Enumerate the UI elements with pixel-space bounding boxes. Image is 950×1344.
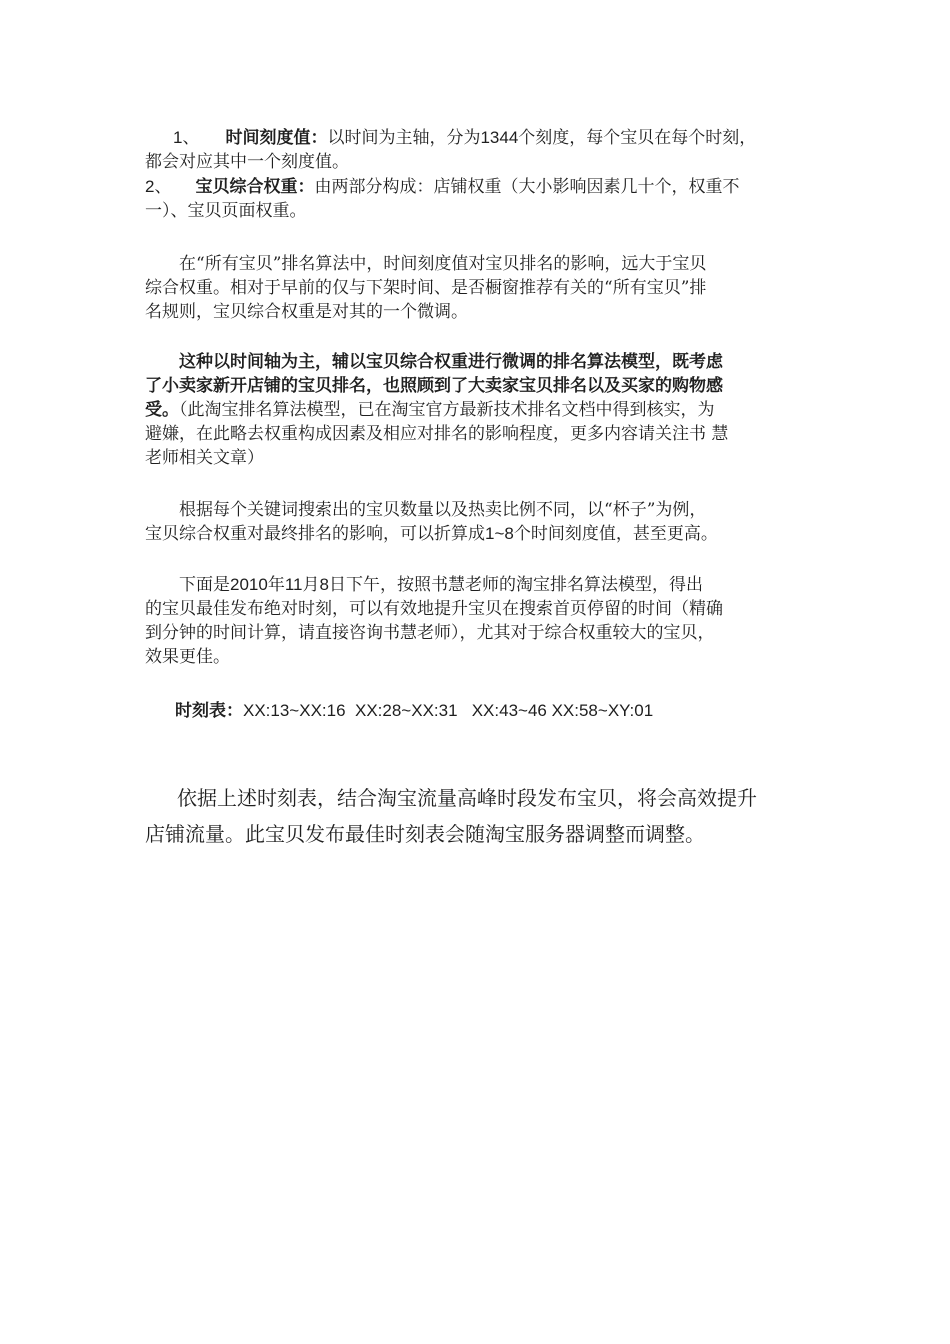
list-number: 2、 (145, 177, 172, 196)
term-label: 宝贝综合权重： (195, 177, 315, 197)
para-text: 个时间刻度值，甚至更高。 (513, 524, 718, 544)
para-text: （此淘宝排名算法模型，已在淘宝官方最新技术排名文档中得到核实，为 (179, 400, 715, 420)
term-label: 时间刻度值： (225, 128, 328, 148)
para-text: 日下午，按照书慧老师的淘宝排名算法模型，得出 (328, 575, 703, 595)
item-text: 由两部分构成：店铺权重（大小影响因素几十个，权重不 (314, 177, 740, 197)
paragraph-ranking (145, 252, 845, 324)
date-day: 8 (319, 575, 329, 594)
para-line: 依据上述时刻表，结合淘宝流量高峰时段发布宝贝，将会高效提升 (177, 786, 757, 810)
item-text: 以时间为主轴，分为 (327, 128, 481, 148)
list-number: 1、 (173, 128, 200, 147)
list-item-weight (145, 175, 845, 223)
para-line: 效果更佳。 (145, 647, 230, 667)
para-line: 综合权重。相对于早前的仅与下架时间、是否橱窗推荐有关的“所有宝贝”排 (145, 278, 707, 298)
para-line: 的宝贝最佳发布绝对时刻，可以有效地提升宝贝在搜索首页停留的时间（精确 (145, 599, 723, 619)
para-line: 根据每个关键词搜索出的宝贝数量以及热卖比例不同，以“杯子”为例， (179, 500, 707, 520)
para-bold-text: 受。 (145, 400, 179, 420)
schedule-line (145, 699, 845, 723)
date-year: 2010 (230, 575, 268, 594)
item-text-cont: 个刻度，每个宝贝在每个时刻， (518, 128, 757, 148)
schedule-times: XX:13~XX:16 XX:28~XX:31 XX:43~46 XX:58~XY:01 (243, 701, 654, 720)
para-line: 老师相关文章） (145, 448, 264, 468)
item-line-2: 都会对应其中一个刻度值。 (145, 152, 349, 172)
date-month: 11 (284, 575, 303, 594)
para-line: 避嫌，在此略去权重构成因素及相应对排名的影响程度，更多内容请关注书 慧 (145, 424, 729, 444)
paragraph-keyword (145, 498, 845, 546)
para-text: 月 (302, 575, 320, 595)
para-line: 名规则，宝贝综合权重是对其的一个微调。 (145, 302, 468, 322)
para-bold-line: 这种以时间轴为主，辅以宝贝综合权重进行微调的排名算法模型，既考虑 (179, 352, 723, 372)
item-line-2: 一）、宝贝页面权重。 (145, 201, 307, 221)
para-line: 在“所有宝贝”排名算法中，时间刻度值对宝贝排名的影响，远大于宝贝 (179, 254, 707, 274)
schedule-label: 时刻表： (175, 701, 243, 721)
paragraph-model (145, 350, 845, 470)
scale-range: 1~8 (485, 524, 514, 543)
para-text: 宝贝综合权重对最终排名的影响，可以折算成 (145, 524, 485, 544)
para-bold-line: 了小卖家新开店铺的宝贝排名，也照顾到了大卖家宝贝排名以及买家的购物感 (145, 376, 723, 396)
scale-count: 1344 (480, 128, 519, 147)
paragraph-release (145, 573, 845, 669)
paragraph-conclusion (145, 780, 845, 852)
para-line: 店铺流量。此宝贝发布最佳时刻表会随淘宝服务器调整而调整。 (145, 822, 705, 846)
list-item-time-scale (145, 126, 845, 174)
para-text: 年 (267, 575, 285, 595)
para-text: 下面是 (179, 575, 230, 595)
para-line: 到分钟的时间计算，请直接咨询书慧老师），尤其对于综合权重较大的宝贝， (145, 623, 715, 643)
